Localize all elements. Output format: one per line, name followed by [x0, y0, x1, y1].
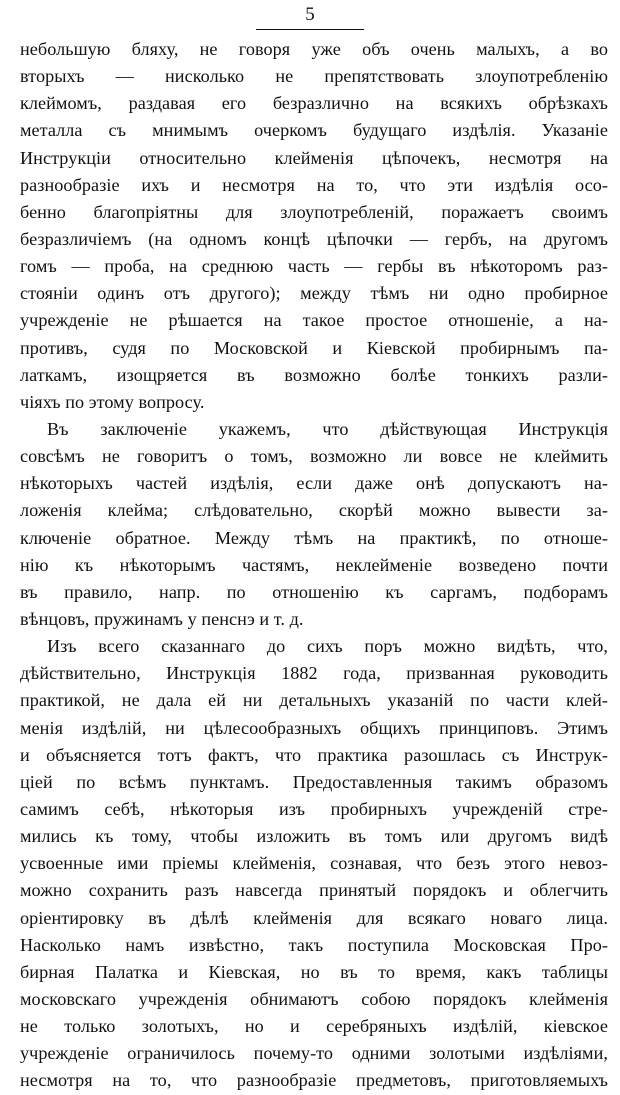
text-line: оріентировку въ дѣлѣ клейменія для всякаго новаго лица. — [20, 907, 608, 928]
text-line: небольшую бляху, не говоря уже объ очень малыхъ, а во — [20, 39, 608, 59]
text-line: дѣйствительно, Инструкція 1882 года, призванная руководить — [20, 663, 608, 684]
text-line: практикой, не дала ей ни детальныхъ указаній по части клей- — [20, 690, 608, 711]
text-line: несмотря на то, что разнообразіе предметовъ, приготовляемыхъ — [20, 1070, 608, 1091]
text-line: учрежденіе не рѣшается на такое простое отношеніе, а на- — [20, 310, 608, 331]
text-line: московскаго учрежденія обнимаютъ собою порядокъ клейменія — [20, 988, 608, 1009]
text-line: въ правило, напр. по отношенію къ саргамъ, подборамъ — [20, 581, 608, 602]
page-number-rule — [256, 29, 364, 30]
text-line: учрежденіе ограничилось почему-то одними золотыми издѣліями, — [20, 1043, 608, 1064]
text-line: бенно благопріятны для злоупотребленій, поражаетъ своимъ — [20, 201, 608, 222]
text-line: ложенія клейма; слѣдовательно, скорѣй можно вывести за- — [20, 500, 608, 521]
text-line: гомъ — проба, на среднюю часть — гербы въ нѣкоторомъ раз- — [20, 256, 608, 277]
text-line: совсѣмъ не говоритъ о томъ, возможно ли вовсе не клеймить — [20, 446, 608, 467]
text-line: противъ, судя по Московской и Кіевской пробирнымъ па- — [20, 337, 608, 358]
text-line: клеймомъ, раздавая его безразлично на всякихъ обрѣзкахъ — [20, 93, 608, 114]
text-line: самимъ себѣ, нѣкоторыя изъ пробирныхъ учрежденій стре- — [20, 798, 608, 819]
text-line: усвоенные ими пріемы клейменія, сознавая, что безъ этого невоз- — [20, 853, 608, 874]
text-line: Въ заключеніе укажемъ, что дѣйствующая Инструкція — [47, 418, 608, 439]
page-number: 5 — [305, 4, 315, 25]
text-line: разнообразіе ихъ и несмотря на то, что эти издѣлія осо- — [20, 174, 608, 195]
text-line: Насколько намъ извѣстно, такъ поступила Московская Про- — [20, 934, 608, 955]
text-line: менія издѣлій, ни цѣлесообразныхъ общихъ принциповъ. Этимъ — [20, 717, 608, 738]
text-line: безразличіемъ (на одномъ концѣ цѣпочки — гербъ, на другомъ — [20, 228, 608, 249]
text-line: Изъ всего сказаннаго до сихъ поръ можно видѣть, что, — [47, 636, 608, 657]
text-line: металла съ мнимымъ очеркомъ будущаго издѣлія. Указаніе — [20, 120, 608, 141]
text-line: мились къ тому, чтобы изложить въ томъ или другомъ видѣ — [20, 826, 608, 847]
text-line: нію къ нѣкоторымъ частямъ, неклейменіе возведено почти — [20, 554, 608, 575]
text-line: стояніи одинъ отъ другого); между тѣмъ ни одно пробирное — [20, 283, 608, 304]
text-line: можно сохранить разъ навсегда принятый порядокъ и облегчить — [20, 880, 608, 901]
text-line: чіяхъ по этому вопросу. — [20, 391, 205, 412]
text-line: латкамъ, изощряется въ возможно болѣе тонкихъ разли- — [20, 364, 608, 385]
text-line: вторыхъ — нисколько не препятствовать злоупотребленію — [20, 66, 608, 87]
body-text — [20, 36, 608, 1094]
text-line: Инструкціи относительно клейменія цѣпочекъ, несмотря на — [20, 147, 608, 168]
text-line: не только золотыхъ, но и серебряныхъ издѣлій, кіевское — [20, 1016, 608, 1037]
text-line: нѣкоторыхъ частей издѣлія, если даже онѣ допускаютъ на- — [20, 473, 608, 494]
text-line: и объясняется тотъ фактъ, что практика разошлась съ Инструк- — [20, 744, 608, 765]
text-line: ціей по всѣмъ пунктамъ. Предоставленныя такимъ образомъ — [20, 771, 608, 792]
text-line: бирная Палатка и Кіевская, но въ то время, какъ таблицы — [20, 961, 608, 982]
text-line: вѣнцовъ, пружинамъ у пенснэ и т. д. — [20, 608, 304, 629]
text-line: ключеніе обратное. Между тѣмъ на практикѣ, по отноше- — [20, 527, 608, 548]
